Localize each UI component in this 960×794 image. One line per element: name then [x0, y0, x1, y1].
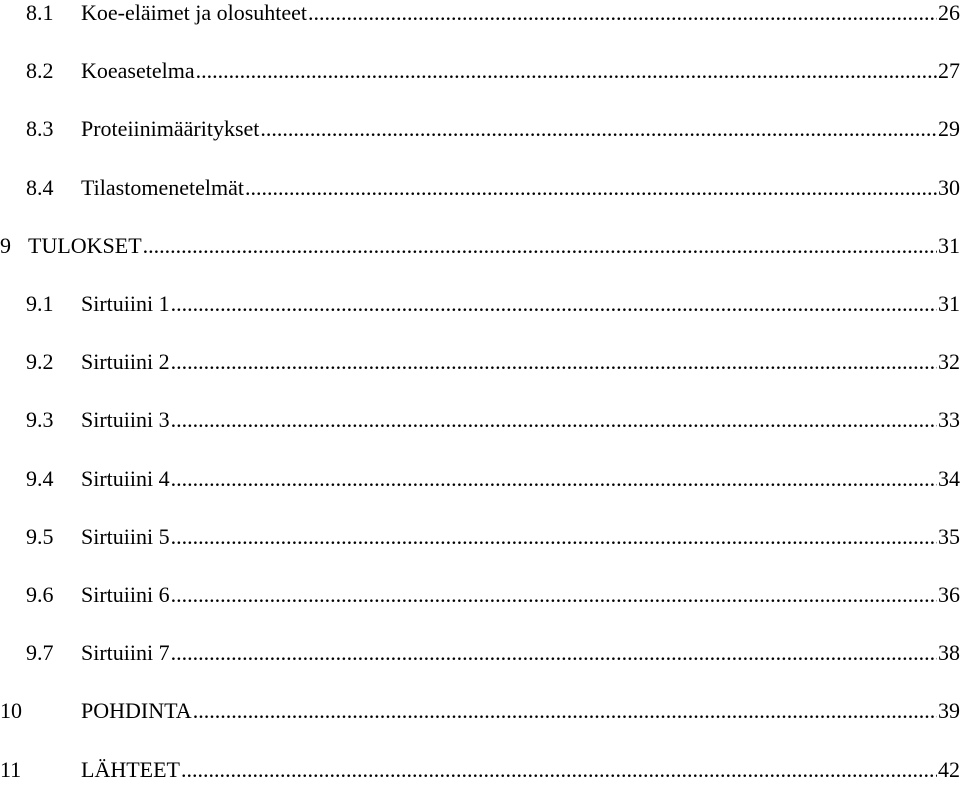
toc-entry-page: 27 — [938, 58, 960, 84]
toc-entry-number: 9.7 — [26, 640, 54, 666]
toc-entry-page: 29 — [938, 116, 960, 142]
toc-entry-9-7[interactable] — [26, 638, 960, 668]
toc-entry-9-1[interactable] — [26, 289, 960, 319]
toc-entry-title: Koeasetelma — [81, 58, 195, 84]
toc-entry-number: 9.5 — [26, 523, 54, 549]
toc-entry-page: 42 — [938, 756, 960, 782]
toc-entry-title: Sirtuiini 7 — [81, 640, 170, 666]
toc-entry-page: 39 — [938, 698, 960, 724]
toc-entry-9-6[interactable] — [26, 580, 960, 610]
toc-entry-number: 9.3 — [26, 407, 54, 433]
toc-dot-leader — [143, 231, 937, 261]
toc-entry-page: 35 — [938, 523, 960, 549]
toc-entry-page: 38 — [938, 640, 960, 666]
toc-entry-10[interactable] — [0, 696, 960, 726]
toc-dot-leader — [308, 0, 937, 28]
toc-dot-leader — [245, 173, 937, 203]
toc-entry-number: 11 — [0, 756, 22, 782]
toc-entry-number: 8.1 — [26, 0, 54, 25]
toc-entry-9[interactable] — [0, 231, 960, 261]
toc-dot-leader — [171, 289, 937, 319]
toc-entry-8-2[interactable] — [26, 56, 960, 86]
toc-entry-number: 9.2 — [26, 349, 54, 375]
toc-entry-title: TULOKSET — [28, 232, 142, 258]
toc-entry-title: Sirtuiini 2 — [81, 349, 170, 375]
toc-entry-8-3[interactable] — [26, 114, 960, 144]
toc-entry-number: 8.4 — [26, 174, 54, 200]
toc-entry-page: 31 — [938, 291, 960, 316]
toc-entry-9-3[interactable] — [26, 405, 960, 435]
toc-entry-title: POHDINTA — [81, 698, 192, 724]
toc-entry-page: 30 — [938, 174, 960, 200]
toc-entry-page: 32 — [938, 349, 960, 375]
toc-entry-title: Proteiinimääritykset — [81, 116, 260, 142]
toc-entry-title: Sirtuiini 6 — [81, 582, 170, 607]
toc-entry-title: Sirtuiini 3 — [81, 407, 170, 433]
toc-entry-number: 9.6 — [26, 582, 54, 607]
toc-entry-title: Sirtuiini 5 — [81, 523, 170, 549]
toc-dot-leader — [181, 755, 937, 785]
toc-entry-9-2[interactable] — [26, 347, 960, 377]
toc-dot-leader — [171, 464, 937, 494]
toc-entry-title: Sirtuiini 1 — [81, 291, 170, 316]
toc-dot-leader — [260, 114, 937, 144]
toc-entry-title: Tilastomenetelmät — [81, 174, 244, 200]
toc-dot-leader — [196, 56, 937, 86]
toc-entry-page: 31 — [938, 232, 960, 258]
toc-entry-number: 9.1 — [26, 291, 54, 316]
toc-entry-8-1[interactable] — [26, 0, 960, 28]
toc-dot-leader — [171, 580, 937, 610]
toc-entry-number: 8.2 — [26, 58, 54, 84]
toc-entry-8-4[interactable] — [26, 173, 960, 203]
toc-entry-title: LÄHTEET — [81, 756, 180, 782]
toc-dot-leader — [171, 522, 937, 552]
toc-entry-number: 9.4 — [26, 465, 54, 491]
toc-entry-page: 34 — [938, 465, 960, 491]
toc-dot-leader — [171, 347, 937, 377]
toc-entry-11[interactable] — [0, 755, 960, 785]
toc-entry-page: 26 — [938, 0, 960, 25]
toc-dot-leader — [193, 696, 937, 726]
toc-entry-page: 36 — [938, 582, 960, 607]
toc-entry-title: Koe-eläimet ja olosuhteet — [81, 0, 308, 25]
toc-dot-leader — [171, 405, 937, 435]
toc-entry-9-5[interactable] — [26, 522, 960, 552]
toc-entry-number: 10 — [0, 698, 22, 724]
toc-entry-title: Sirtuiini 4 — [81, 465, 170, 491]
toc-entry-number: 9 — [0, 232, 11, 258]
toc-entry-number: 8.3 — [26, 116, 54, 142]
toc-dot-leader — [171, 638, 937, 668]
toc-entry-page: 33 — [938, 407, 960, 433]
toc-entry-9-4[interactable] — [26, 464, 960, 494]
